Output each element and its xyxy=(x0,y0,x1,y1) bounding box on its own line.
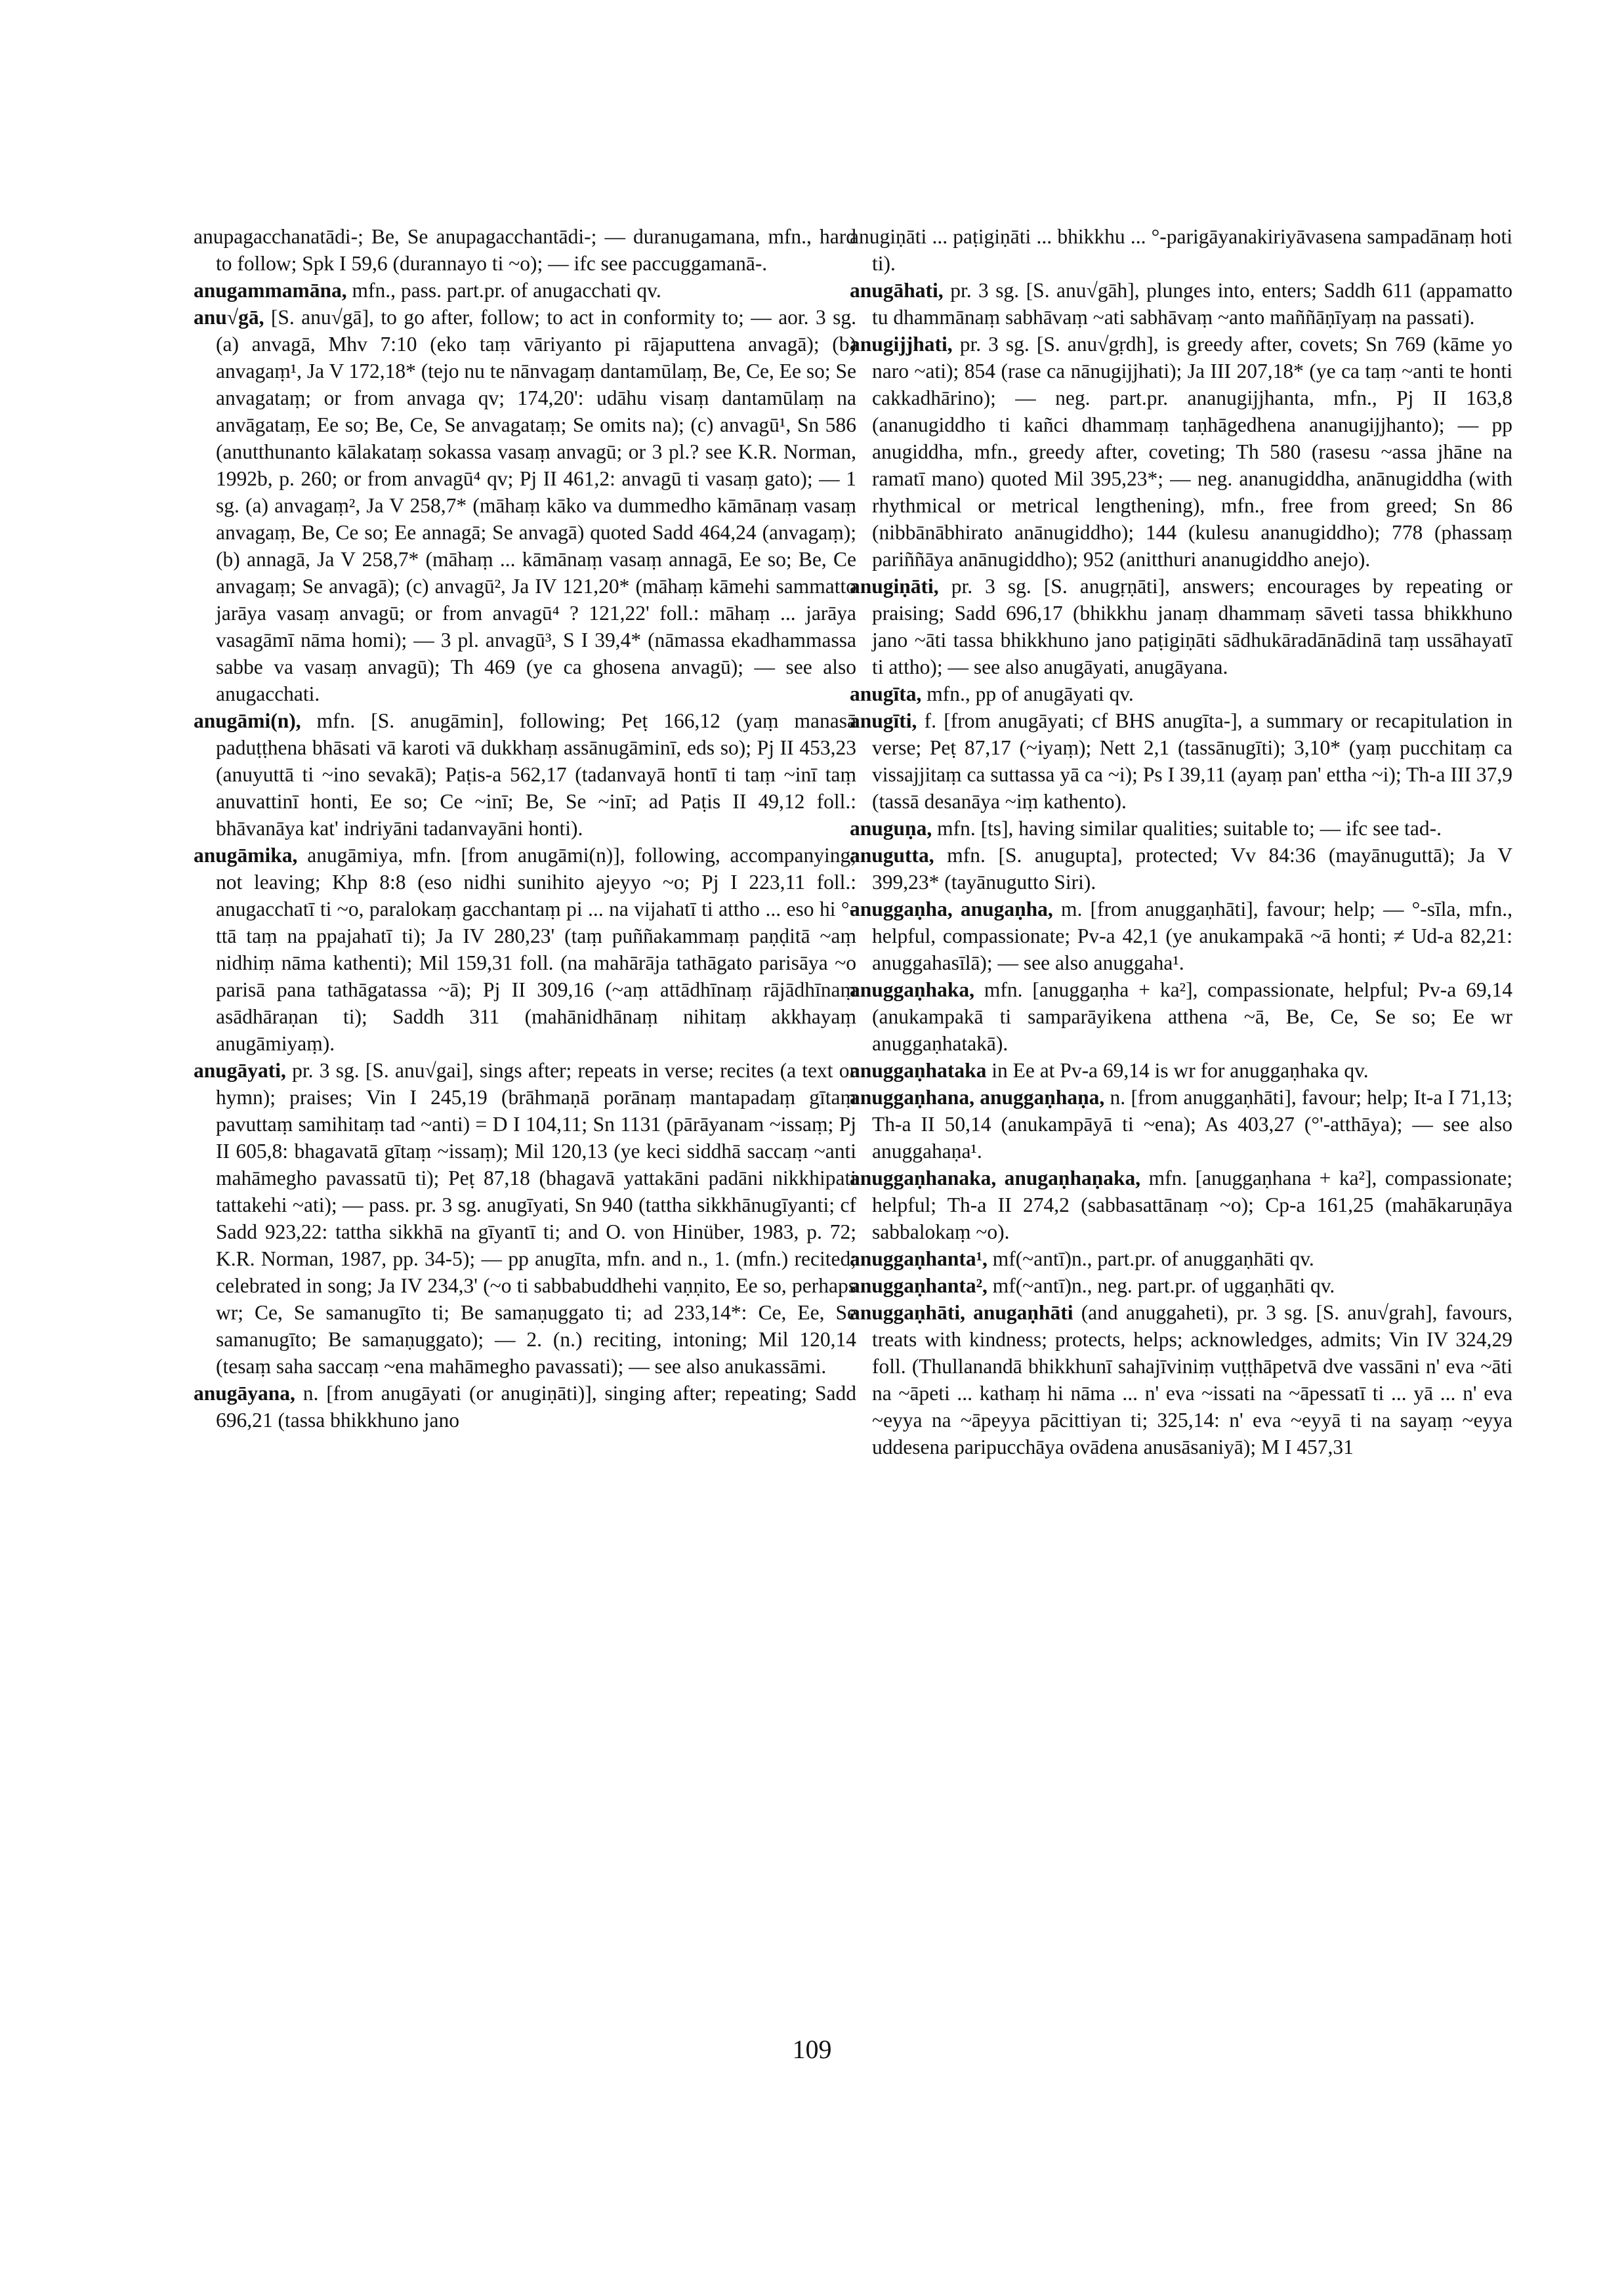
dictionary-entry xyxy=(194,223,856,277)
entry-headword: anuguṇa, xyxy=(850,817,932,840)
entry-headword: anugīti, xyxy=(850,709,917,732)
entry-headword: anuggaṇhanta¹, xyxy=(850,1247,988,1270)
entry-headword: anugāmi(n), xyxy=(194,709,301,732)
entry-text: mfn. [anuggaṇha + ka²], compassionate, helpful; Pv-a 69,14 (anukampakā ti samparāyikena atthena ~ā, Be, Ce, Se so; Ee wr anuggaṇhatakā). xyxy=(872,978,1512,1055)
dictionary-entry xyxy=(850,896,1512,976)
dictionary-entry xyxy=(194,1380,856,1434)
entry-headword: anugāyati, xyxy=(194,1059,286,1082)
dictionary-entry xyxy=(850,277,1512,331)
dictionary-entry xyxy=(194,842,856,1057)
entry-headword: anugāmika, xyxy=(194,844,298,867)
dictionary-entry xyxy=(850,331,1512,573)
entry-text: anugāmiya, mfn. [from anugāmi(n)], following, accompanying; not leaving; Khp 8:8 (eso nidhi sunihito ajeyyo ~o; Pj I 223,11 foll.: anugacchatī ti ~o, paralokaṃ gacchantaṃ pi ... na vijahatī ti attho ... eso hi °-ttā taṃ na ppajahatī ti); Ja IV 280,23' (taṃ puññakammaṃ paṇḍitā ~aṃ nidhiṃ nāma kathenti); Mil 159,31 foll. (na mahārāja tathāgato parisāya ~o parisā pana tathāgatassa ~ā); Pj II 309,16 (~aṃ attādhīnaṃ rājādhīnaṃ asādhāraṇan ti); Saddh 311 (mahānidhānaṃ nihitaṃ akkhayaṃ anugāmiyaṃ). xyxy=(216,844,856,1055)
entry-headword: anuggaṇhaka, xyxy=(850,978,974,1001)
entry-text: mf(~antī)n., part.pr. of anuggaṇhāti qv. xyxy=(992,1247,1314,1270)
dictionary-entry xyxy=(850,976,1512,1057)
left-column xyxy=(194,223,856,1434)
entry-text: n. [from anugāyati (or anugiṇāti)], singing after; repeating; Sadd 696,21 (tassa bhikkhuno jano xyxy=(216,1382,856,1432)
entry-text: anupagacchanatādi-; Be, Se anupagacchantādi-; — duranugamana, mfn., hard to follow; Spk I 59,6 (durannayo ti ~o); — ifc see paccuggamanā-. xyxy=(194,225,856,275)
dictionary-entry xyxy=(850,1084,1512,1165)
dictionary-entry xyxy=(850,1057,1512,1084)
entry-text: mfn. [ts], having similar qualities; suitable to; — ifc see tad-. xyxy=(937,817,1442,840)
entry-headword: anu√gā, xyxy=(194,306,264,329)
entry-text: pr. 3 sg. [S. anugṛṇāti], answers; encourages by repeating or praising; Sadd 696,17 (bhikkhu janaṃ dhammaṃ sāveti tassa bhikkhuno jano ~āti tassa bhikkhuno jano paṭigiṇāti sādhukāradānādinā taṃ ussāhayatī ti attho); — see also anugāyati, anugāyana. xyxy=(872,575,1512,678)
dictionary-entry xyxy=(850,1272,1512,1299)
entry-text: mfn., pp of anugāyati qv. xyxy=(927,682,1134,705)
entry-text: n. [from anuggaṇhāti], favour; help; It-a I 71,13; Th-a II 50,14 (anukampāyā ti ~ena); As 403,27 (°'-atthāya); — see also anuggahaṇa¹. xyxy=(872,1086,1512,1163)
dictionary-entry xyxy=(850,1165,1512,1245)
entry-text: pr. 3 sg. [S. anu√gai], sings after; repeats in verse; recites (a text or hymn); praises; Vin I 245,19 (brāhmaṇā porānaṃ mantapadaṃ gītaṃ pavuttaṃ samihitaṃ tad ~anti) = D I 104,11; Sn 1131 (pārāyanam ~issaṃ; Pj II 605,8: bhagavatā gītaṃ ~issaṃ); Mil 120,13 (ye keci siddhā saccaṃ ~anti mahāmegho pavassatū ti); Peṭ 87,18 (bhagavā yattakāni padāni nikkhipati tattakehi ~ati); — pass. pr. 3 sg. anugīyati, Sn 940 (tattha sikkhānugīyanti; cf Sadd 923,22: tattha sikkhā na gīyantī ti; and O. von Hinüber, 1983, p. 72; K.R. Norman, 1987, pp. 34-5); — pp anugīta, mfn. and n., 1. (mfn.) recited; celebrated in song; Ja IV 234,3' (~o ti sabbabuddhehi vaṇṇito, Ee so, perhaps wr; Ce, Se samanugīto ti; Be samaṇuggato ti; ad 233,14*: Ce, Ee, Se samanugīto; Be samaṇuggato); — 2. (n.) reciting, intoning; Mil 120,14 (tesaṃ saha saccaṃ ~ena mahāmegho pavassati); — see also anukassāmi. xyxy=(216,1059,857,1378)
entry-text: f. [from anugāyati; cf BHS anugīta-], a summary or recapitulation in verse; Peṭ 87,17 (~iyaṃ); Nett 2,1 (tassānugīti); 3,10* (yaṃ pucchitaṃ ca vissajjitaṃ ca suttassa yā ca ~i); Ps I 39,11 (ayaṃ pan' ettha ~i); Th-a III 37,9 (tassā desanāya ~iṃ kathento). xyxy=(872,709,1513,813)
entry-headword: anugammamāna, xyxy=(194,279,347,302)
entry-text: mfn., pass. part.pr. of anugacchati qv. xyxy=(352,279,661,302)
entry-text: pr. 3 sg. [S. anu√gṛdh], is greedy after, covets; Sn 769 (kāme yo naro ~ati); 854 (rase ca nānugijjhati); Ja III 207,18* (ye ca taṃ ~anti te honti cakkadhārino); — neg. part.pr. ananugijjhanta, mfn., Pj II 163,8 (ananugiddho ti kañci dhammaṃ taṇhāgedhena ananugijjhanto); — pp anugiddha, mfn., greedy after, coveting; Th 580 (rasesu ~assa jhāne na ramatī mano) quoted Mil 395,23*; — neg. ananugiddha, anānugiddha (with rhythmical or metrical lengthening), mfn., free from greed; Sn 86 (nibbānābhirato anānugiddho); 144 (kulesu ananugiddho); 778 (phassaṃ pariññāya anānugiddho); 952 (anitthuri ananugiddho anejo). xyxy=(872,333,1512,571)
entry-headword: anugutta, xyxy=(850,844,934,867)
dictionary-entry xyxy=(850,842,1512,896)
entry-headword: anugāyana, xyxy=(194,1382,295,1405)
entry-text: in Ee at Pv-a 69,14 is wr for anuggaṇhaka qv. xyxy=(991,1059,1369,1082)
dictionary-entry xyxy=(850,680,1512,707)
entry-headword: anugāhati, xyxy=(850,279,944,302)
entry-headword: anuggaṇhana, anuggaṇhaṇa, xyxy=(850,1086,1105,1109)
entry-headword: anugiṇāti, xyxy=(850,575,939,598)
dictionary-entry xyxy=(850,1245,1512,1272)
entry-headword: anuggaṇhanaka, anugaṇhaṇaka, xyxy=(850,1167,1141,1189)
dictionary-entry xyxy=(850,1299,1512,1460)
right-column xyxy=(850,223,1512,1460)
dictionary-entry xyxy=(850,573,1512,680)
dictionary-entry xyxy=(194,707,856,842)
entry-headword: anugijjhati, xyxy=(850,333,953,356)
dictionary-entry xyxy=(194,1057,856,1380)
entry-text: (and anuggaheti), pr. 3 sg. [S. anu√grah], favours, treats with kindness; protects, helps; acknowledges, admits; Vin IV 324,29 foll. (Thullanandā bhikkhunī sahajīviniṃ vuṭṭhāpetvā dve vassāni n' eva ~āti na ~āpeti ... kathaṃ hi nāma ... n' eva ~issati na ~āpessatī ti ... yā ... n' eva ~eyya na ~āpeyya pācittiyan ti; 325,14: n' eva ~eyyā ti na sayaṃ ~eyya uddesena paripucchāya ovādena anusāsaniyā); M I 457,31 xyxy=(872,1301,1512,1458)
page-number: 109 xyxy=(792,2035,832,2064)
entry-text: mfn. [S. anugāmin], following; Peṭ 166,12 (yaṃ manasā paduṭṭhena bhāsati vā karoti vā dukkhaṃ assānugāminī, eds so); Pj II 453,23 (anuyuttā ti ~ino sevakā); Paṭis-a 562,17 (tadanvayā hontī ti taṃ ~inī taṃ anuvattinī honti, Ee so; Ce ~inī; Be, Se ~inī; ad Paṭis II 49,12 foll.: bhāvanāya kat' indriyāni tadanvayāni honti). xyxy=(216,709,856,840)
dictionary-entry xyxy=(850,223,1512,277)
dictionary-entry xyxy=(194,277,856,304)
entry-text: [S. anu√gā], to go after, follow; to act in conformity to; — aor. 3 sg. (a) anvagā, Mhv 7:10 (eko taṃ vāriyanto pi rājaputtena anvagā); (b) anvagaṃ¹, Ja V 172,18* (tejo nu te nānvagaṃ dantamūlaṃ, Be, Ce, Ee so; Se anvagataṃ; or from anvaga qv; 174,20': udāhu visaṃ dantamūlaṃ na anvāgataṃ, Ee so; Be, Ce, Se anvagataṃ; Se omits na); (c) anvagū¹, Sn 586 (anutthunanto kālakataṃ sokassa vasaṃ anvagū; or 3 pl.? see K.R. Norman, 1992b, p. 260; or from anvagū⁴ qv; Pj II 461,2: anvagū ti vasaṃ gato); — 1 sg. (a) anvagaṃ², Ja V 258,7* (māhaṃ kāko va dummedho kāmānaṃ vasaṃ anvagaṃ, Be, Ce so; Ee annagā; Se anvagā) quoted Sadd 464,24 (anvagaṃ); (b) annagā, Ja V 258,7* (māhaṃ ... kāmānaṃ vasaṃ annagā, Ee so; Be, Ce anvagaṃ; Se anvagā); (c) anvagū², Ja IV 121,20* (māhaṃ kāmehi sammatto jarāya vasaṃ anvagū; or from anvagū⁴ ? 121,22' foll.: māhaṃ ... jarāya vasagāmī nāma homi); — 3 pl. anvagū³, S I 39,4* (nāmassa ekadhammassa sabbe va vasaṃ anvagū); Th 469 (ye ca ghosena anvagū); — see also anugacchati. xyxy=(216,306,856,705)
dictionary-entry xyxy=(850,707,1512,815)
entry-headword: anuggaṇhāti, anugaṇhāti xyxy=(850,1301,1073,1324)
entry-text: mf(~antī)n., neg. part.pr. of uggaṇhāti qv. xyxy=(992,1274,1335,1297)
entry-text: mfn. [S. anugupta], protected; Vv 84:36 (mayānuguttā); Ja V 399,23* (tayānugutto Siri). xyxy=(872,844,1512,894)
entry-headword: anuggaṇha, anugaṇha, xyxy=(850,898,1053,920)
entry-headword: anuggaṇhanta², xyxy=(850,1274,988,1297)
entry-text: pr. 3 sg. [S. anu√gāh], plunges into, enters; Saddh 611 (appamatto tu dhammānaṃ sabhāvaṃ ~ati sabhāvaṃ ~anto maññāṇīyaṃ na passati). xyxy=(872,279,1512,329)
dictionary-entry xyxy=(194,304,856,707)
entry-headword: anugīta, xyxy=(850,682,922,705)
dictionary-entry xyxy=(850,815,1512,842)
entry-text: mfn. [anuggaṇhana + ka²], compassionate; helpful; Th-a II 274,2 (sabbasattānaṃ ~o); Cp-a 161,25 (mahākaruṇāya sabbalokaṃ ~o). xyxy=(872,1167,1512,1243)
entry-text: m. [from anuggaṇhāti], favour; help; — °-sīla, mfn., helpful, compassionate; Pv-a 42,1 (ye anukampakā ~ā honti; ≠ Ud-a 82,21: anuggahasīlā); — see also anuggaha¹. xyxy=(872,898,1513,974)
entry-headword: anuggaṇhataka xyxy=(850,1059,987,1082)
entry-text: anugiṇāti ... paṭigiṇāti ... bhikkhu ... °-parigāyanakiriyāvasena sampadānaṃ hoti ti). xyxy=(850,225,1512,275)
